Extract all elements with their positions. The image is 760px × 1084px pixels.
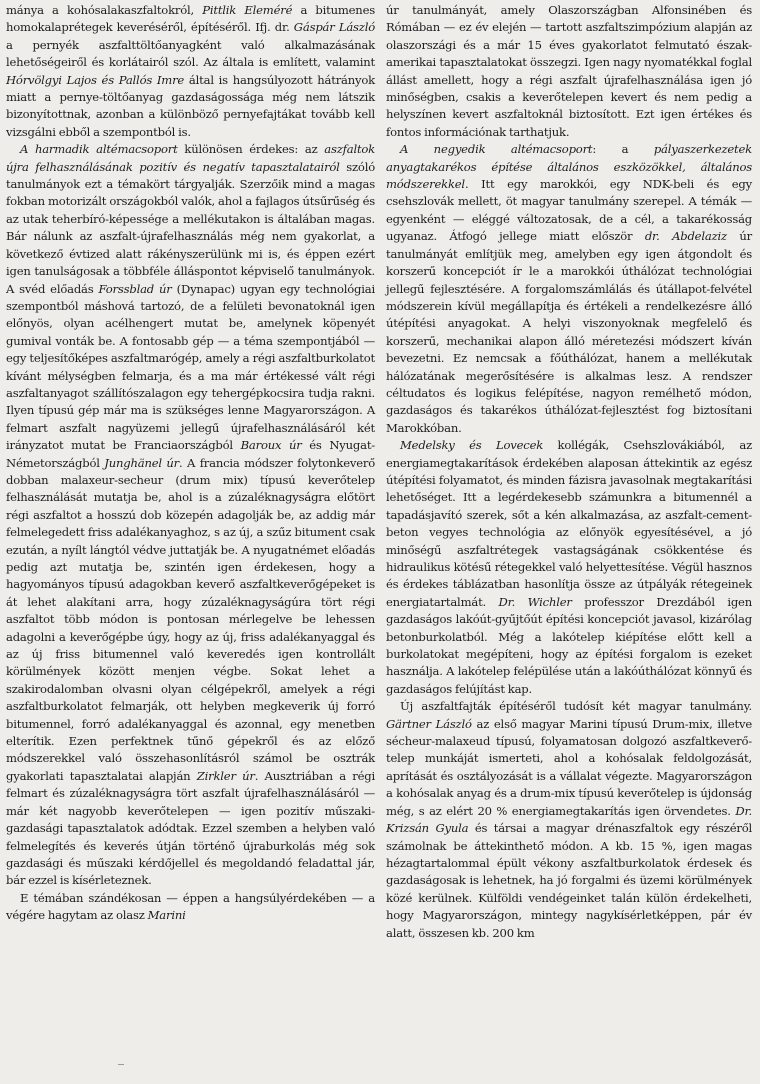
text-run: . Itt egy marokkói, egy NDK-beli és egy csehszlovák mellett, öt magyar tanulmány szerepel. A témák — egyenként — eléggé változatosak, de a cél, a takarékosság ugyanaz. Átfogó jellege miatt először: [386, 177, 752, 244]
text-run: a pernyék aszfalttöltőanyagként való alkalmazásának lehetőségeiről és korlátairól szól. Az általa is említett, valamint: [6, 37, 375, 70]
paragraph: [386, 437, 752, 698]
text-run: úr tanulmányát említjük meg, amelyben egy igen átgondolt és korszerű koncepciót ír le a marokkói úthálózat technológiai jellegű fejlesztésére. A forgalomszámlálás és útállapot-felvétel módszerein kívül megállapítja és értékeli a rendelkezésre álló útépítési anyagokat. A helyi viszonyoknak megfelelő és korszerű, mechanikai alapon álló méretezési módszert kíván bevezetni. Ez nemcsak a főúthálózat, hanem a mellékutak hálózatának megerősítésére is alkalmas lesz. A rendszer céltudatos és logikus felépítése, nagyon remélhető módon, gazdaságos és takarékos úthálózat-fejlesztést fog biztosítani Marokkóban.: [386, 229, 752, 435]
text-run: : a: [592, 142, 654, 157]
text-run: professzor Drezdából igen gazdaságos lakóút-gyűjtőút építési koncepciót javasol, kizárólag betonburkolatból. Még a lakótelep kiépítése előtt kell a burkolatokat megépíteni, hogy az építési forgalom is ezeket használja. A lakótelep felépülése után a lakóúthálózat könnyű és gazdaságos felújítást kap.: [386, 594, 752, 696]
text-run: a bitumenes homokalaprétegek keveréséről, építéséről. Ifj. dr.: [6, 3, 375, 35]
text-run: kollégák, Csehszlovákiából, az energiamegtakarítások érdekében alaposan áttekintik az egész útépítési folyamatot, és minden fázisra javasolnak megtakarítási lehetőséget. Itt a legérdekesebb számunkra a bitumennél a tapadásjavító szerek, sőt a kén alkalmazása, az aszfalt-cement-beton vegyes technológia az előnyök egyesítésével, a jó minőségű aszfaltrétegek vastagságának csökkentése és hidraulikus kötésű rétegekkel való helyettesítése. Végül hasznos és érdekes táblázatban hasonlítja össze az útpályák rétegeinek energiatartalmát.: [386, 438, 752, 609]
italic-run: Gáspár László: [293, 20, 375, 35]
text-run: az első magyar Marini típusú Drum-mix, illetve sécheur-malaxeud típusú, folyamatosan dolgozó aszfaltkeverő-telep munkáját ismerteti, ahol a kohósalak feldolgozását, aprítását és osztályozását is a vállalat végezte. Magyarországon a kohósalak anyag és a drum-mix típusú keverőtelep is újdonság még, s az elért 20 % energiamegtakarítás igen örvendetes.: [386, 716, 752, 818]
paragraph: [6, 141, 375, 889]
italic-run: pályaszerkezetek anyagtakarékos építése általános eszközökkel, általános módszerekkel: [386, 142, 752, 192]
italic-run: Gärtner László: [386, 716, 472, 731]
text-run: és társai a magyar drénaszfaltok egy részéről számolnak be áttekinthető módon. A kb. 15 %, igen magas hézagtartalommal épült vékony aszfaltburkolatok érdesek és gazdaságosak is lehetnek, ha jó forgalmi és üzemi körülmények közé kerülnek. Külföldi vendégeinket talán külön érdekelheti, hogy Magyarországon, mintegy nagykísérletképpen, pár év alatt, összesen kb. 200 km: [386, 821, 752, 940]
italic-run: Junghänel úr: [104, 455, 180, 470]
italic-run: A negyedik altémacsoport: [400, 142, 593, 157]
paragraph: [386, 141, 752, 437]
italic-run: Medelsky és Lovecek: [400, 438, 544, 453]
text-run: úr tanulmányát, amely Olaszországban Alfonsinében és Rómában — ez év elején — tartott aszfaltszimpózium alapján az olaszországi és a már 15 éves gyakorlatot felmutató észak-amerikai tapasztalatokat összegzi. Igen nagy nyomatékkal foglal állást amellett, hogy a régi aszfalt újrafelhasználása igen jó minőségben, csakis a keverőtelepen kevert és nem pedig a helyszínen kevert aszfaltoknál biztosított. Ezt igen értékes és fontos információnak tarthatjuk.: [386, 3, 752, 139]
paragraph: [386, 2, 752, 141]
italic-run: Forssblad úr: [98, 281, 172, 296]
italic-run: A harmadik altémacsoport: [20, 142, 178, 157]
paragraph: [386, 698, 752, 942]
page-mark: [118, 1064, 124, 1065]
text-run: szóló tanulmányok ezt a témakört tárgyalják. Szerzőik mind a magas fokban motorizált országokból valók, ahol a fajlagos útsűrűség és az utak teherbíró-képessége a mellékutakon is általában magas. Bár nálunk az aszfalt-újrafelhasználás még nem gyakorlat, a következő évtized alatt rákényszerülünk mi is, és éppen ezért igen tanulságosak a többféle álláspontot képviselő tanulmányok. A svéd előadás: [6, 159, 375, 296]
italic-run: Dr. Wichler: [498, 594, 572, 609]
text-run: által is hangsúlyozott hátrányok miatt a pernye-töltőanyag gazdaságossága még nem látszik bizonyítottnak, azonban a különböző pernyefajtákat tovább kell vizsgálni ebből a szempontból is.: [6, 72, 375, 139]
italic-run: Dr. Krizsán Gyula: [386, 803, 752, 836]
text-run: Új aszfaltfajták építéséről tudósít két magyar tanulmány.: [400, 699, 752, 714]
text-run: (Dynapac) ugyan egy technológiai szempontból máshová tartozó, de a felületi bevonatoknál igen előnyös, olyan acélhengert mutat be, amelynek köpenyét gumival vonták be. A fontosabb gép — a téma szempontjából — egy teljesítőképes aszfaltmarógép, amely a régi aszfaltburkolatot kívánt mélységben felmarja, és a ma már értékessé vált régi aszfaltanyagot szállítószalagon egy tehergépkocsira tudja rakni. Ilyen típusú gép már ma is szükséges lenne Magyarországon. A felmart aszfalt nagyüzemi jellegű újrafelhasználásáról két irányzatot mutat be Franciaországból: [6, 281, 375, 453]
left-column: [6, 2, 375, 925]
text-run: mánya a kohósalakaszfaltokról,: [6, 3, 203, 17]
italic-run: Baroux úr: [240, 438, 302, 453]
text-run: és Nyugat-Németországból: [6, 438, 375, 470]
right-column: [386, 2, 752, 942]
italic-run: Marini: [147, 908, 186, 923]
text-run: . Ausztriában a régi felmart és zúzaléknagyságra tört aszfalt újrafelhasználásáról — már két nagyobb keverőtelepen — igen pozitív műszaki-gazdasági tapasztalatok adódtak. Ezzel szemben a helyben való felmelegítés és keverés útján történő újraburkolás még sok gazdasági és műszaki kérdőjellel és megoldandó feladattal jár, bár ezzel is kísérleteznek.: [6, 768, 375, 888]
text-run: . A francia módszer folytonkeverő dobban malaxeur-secheur (drum mix) típusú keverőtelep felhasználását mutatja be, ahol is a zúzaléknagyságra előtört régi aszfaltot a hosszú dob közepén adagolják be, az addig már felmelegedett friss adalékanyaghoz, s az új, a szűz bitument csak ezután, a nyílt lángtól védve juttatják be. A nyugatnémet előadás pedig azt mutatja be, szintén igen érdekesen, hogy a hagyományos típusú adagokban keverő aszfaltkeverőgépeket is át lehet alakítani arra, hogy zúzaléknagyságúra tört régi aszfaltot több módon is pontosan mérlegelve be lehessen adagolni a keverőgépbe úgy, hogy az új, friss adalékanyaggal és az új friss bitumennel való keveredés igen kontrollált körülmények között menjen végbe. Sokat lehet a szakirodalomban olvasni olyan célgépekről, amelyek a régi aszfaltburkolatot felmarják, ott helyben megkeverik új forró bitumennel, forró adalékanyaggal és azonnal, egy menetben elterítik. Ezen perfektnek tűnő gépekről és az előző módszerekkel való összehasonlításról számol be osztrák gyakorlati tapasztalatai alapján: [6, 455, 375, 783]
text-run: különösen érdekes: az: [177, 142, 325, 157]
italic-run: dr. Abdelaziz: [644, 229, 727, 244]
text-run: E témában szándékosan — éppen a hangsúlyérdekében — a végére hagytam az olasz: [6, 890, 375, 923]
italic-run: Zirkler úr: [196, 768, 255, 783]
italic-run: Pittlik Eleméré: [202, 3, 293, 17]
italic-run: aszfaltok újra felhasználásának pozitív és negatív tapasztalatairól: [6, 142, 376, 174]
paragraph: [6, 2, 375, 141]
italic-run: Hórvölgyi Lajos és Pallós Imre: [6, 72, 185, 87]
paragraph: [6, 890, 375, 925]
